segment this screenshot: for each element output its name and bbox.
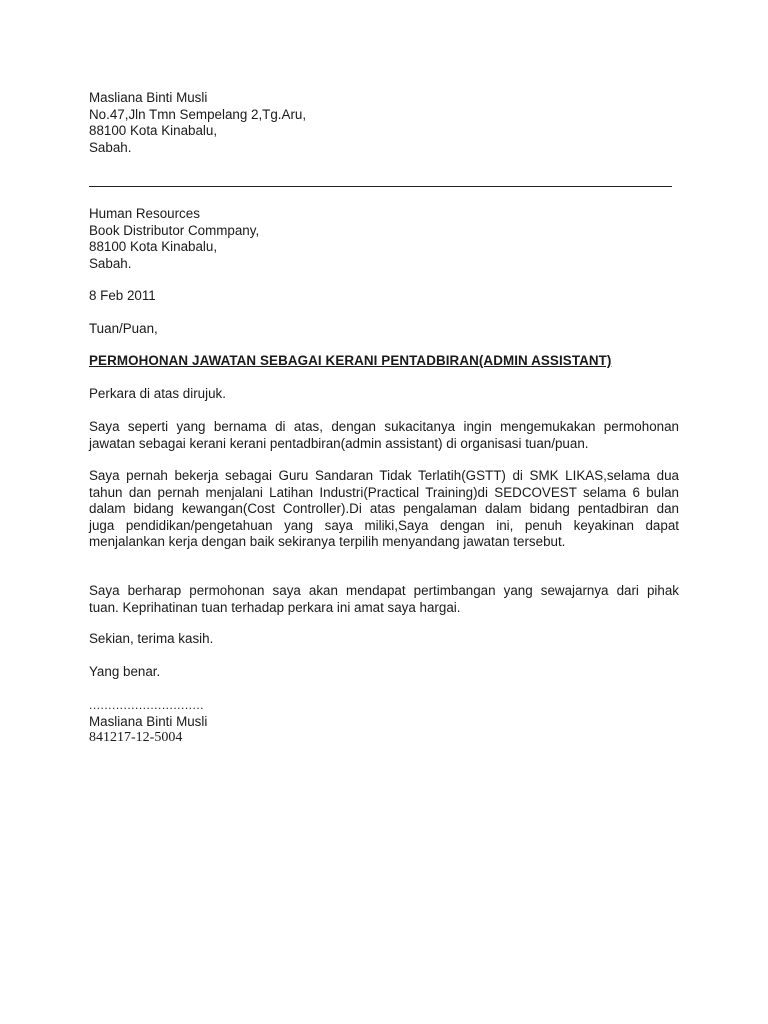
- closing-thanks: Sekian, terima kasih.: [89, 631, 214, 646]
- signature-block: [89, 697, 207, 747]
- divider-rule: [89, 186, 672, 187]
- paragraph-3-line-1: Saya berharap permohonan saya akan mendapat pertimbangan yang sewajarnya dari pihak: [89, 583, 679, 598]
- paragraph-2-line-1: Saya pernah bekerja sebagai Guru Sandaran Tidak Terlatih(GSTT) di SMK LIKAS,selama dua: [89, 468, 679, 483]
- signature-id-number: 841217-12-5004: [89, 730, 183, 746]
- letter-date: 8 Feb 2011: [89, 288, 156, 303]
- paragraph-2-line-2: tahun dan pernah menjalani Latihan Industri(Practical Training)di SEDCOVEST selama 6 bulan: [89, 484, 679, 500]
- paragraph-1-line-1: Saya seperti yang bernama di atas, dengan sukacitanya ingin mengemukakan permohonan: [89, 419, 679, 434]
- sender-address-line2: 88100 Kota Kinabalu,: [89, 123, 218, 139]
- paragraph-2-line-5: menjalankan kerja dengan baik sekiranya terpilih menyandang jawatan tersebut.: [89, 534, 566, 550]
- recipient-line2: Book Distributor Commpany,: [89, 222, 260, 238]
- signature-name: Masliana Binti Musli: [89, 713, 208, 729]
- paragraph-2-line-3: dalam bidang kewangan(Cost Controller).Di atas pengalaman dalam bidang pentadbiran dan: [89, 501, 679, 517]
- paragraph-1-line-2: jawatan sebagai kerani kerani pentadbiran(admin assistant) di organisasi tuan/puan.: [89, 435, 589, 451]
- paragraph-1: [89, 419, 679, 452]
- paragraph-3: [89, 583, 679, 616]
- closing-yours: Yang benar.: [89, 664, 161, 679]
- recipient-address: [89, 206, 259, 272]
- paragraph-3-line-2: tuan. Keprihatinan tuan terhadap perkara ini amat saya hargai.: [89, 599, 461, 615]
- sender-address-line1: No.47,Jln Tmn Sempelang 2,Tg.Aru,: [89, 106, 307, 122]
- signature-dots: ..............................: [89, 698, 205, 712]
- recipient-line1: Human Resources: [89, 206, 200, 221]
- letter-subject: PERMOHONAN JAWATAN SEBAGAI KERANI PENTADBIRAN(ADMIN ASSISTANT): [89, 353, 612, 368]
- recipient-line3: 88100 Kota Kinabalu,: [89, 239, 218, 255]
- salutation: Tuan/Puan,: [89, 321, 158, 336]
- recipient-line4: Sabah.: [89, 255, 132, 271]
- sender-address-line3: Sabah.: [89, 139, 132, 155]
- paragraph-2-line-4: juga pendidikan/pengetahuan yang saya miliki,Saya dengan ini, penuh keyakinan dapat: [89, 517, 679, 533]
- reference-line: Perkara di atas dirujuk.: [89, 386, 226, 401]
- sender-name: Masliana Binti Musli: [89, 90, 208, 105]
- paragraph-2: [89, 468, 679, 551]
- sender-address: [89, 90, 306, 156]
